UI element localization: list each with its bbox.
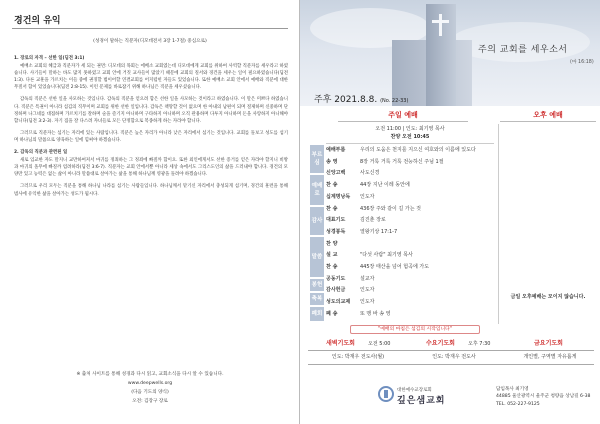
- worship-item-value: 인도자: [360, 287, 375, 294]
- section-band: 감사: [310, 207, 324, 235]
- service-time: 오전 11:00 | 인도: 최기영 목사: [375, 126, 445, 132]
- divider: [308, 364, 594, 365]
- section-heading-1: 1. 장로의 자격 – 선한 일(딤전 3:1): [14, 56, 85, 61]
- worship-item-value: "다섯 사람" 최기영 목사: [360, 252, 413, 259]
- section-band: 부르심: [310, 145, 324, 173]
- bulletin-date: [314, 92, 408, 105]
- worship-item-label: 송 영: [326, 158, 338, 165]
- section-heading-2: 2. 감독의 직분과 관련된 일: [14, 150, 68, 156]
- denomination: 대한예수교장로회: [397, 388, 432, 393]
- source-url[interactable]: www.deepwells.org: [127, 381, 173, 386]
- divider: [326, 143, 494, 144]
- date-text: 주후 2021.8.8.: [314, 95, 378, 105]
- worship-item-label: 성경봉독: [326, 228, 346, 235]
- wednesday-prayer-heading: 수요기도회: [426, 340, 455, 347]
- source-note: ※ 출처 사이트를 통해 성경과 다시 읽고, 교회소식을 다시 알 수 있습니다.: [76, 372, 224, 377]
- motto-reference: (마 16:18): [570, 60, 594, 65]
- afternoon-service-heading: 오후 예배: [500, 108, 596, 122]
- worship-item-value: 인도자: [360, 299, 375, 306]
- worship-item-value: 사도신경: [360, 170, 380, 177]
- dawn-prayer-time: 오전 5:00: [368, 341, 391, 347]
- worship-item-value: 44장 지난 이레 동안에: [360, 182, 410, 189]
- wednesday-prayer-time: 오후 7:30: [468, 341, 491, 347]
- title-divider: [12, 28, 288, 29]
- issue-number: (No. 22-33): [380, 98, 409, 104]
- dawn-prayer-heading: 새벽기도회: [326, 340, 355, 347]
- morning-service-heading: 주일 예배: [338, 108, 468, 122]
- worship-item-value: 또 맹 바 송 영: [360, 310, 391, 317]
- page-title: 경건의 유익: [14, 16, 61, 26]
- column-divider: [498, 124, 499, 324]
- worship-item-label: 신앙고백: [326, 170, 346, 177]
- worship-item-label: 찬 송: [326, 182, 338, 189]
- church-address: 44885 울산광역시 울주군 청량읍 상남길 6-38: [496, 394, 591, 400]
- hero-banner: [300, 0, 600, 106]
- worship-item-label: 공동기도: [326, 275, 346, 282]
- worship-item-value: 8장 거룩 거룩 거룩 전능하신 주님 1절: [360, 158, 444, 165]
- paragraph-1: 예배소 교회의 혜급과 직분자가 세 되는 권면: 디모데의 목회는 에베소 교회였는데 디모데에게 교회를 위하여 사역할 직분자를 세우라고 하였습니다. 사기들이 말하는 바도 많지 못하였고 교회 안에 거짓 교사들이 많았기 때문에 교회의 질서와 경건을 세우는 일이 필요하였습니다(딤전 1:3). 다른 교훈을 가르치는 이들 중에 권징할 범이어할 연결교회를 어지럽힌 자들도 있었습니다. 또한 예배소 교회 안에서 예배와 직분에 대한 무질서 함이 있었습니다(딤전 2:8-15). 이런 문제를 바로잡기 위해 하나님은 직분을 세우셨습니다.: [14, 64, 288, 91]
- dawn-prayer-leader: 인도: 박재우 전도사(월): [331, 354, 385, 360]
- afternoon-notice: 금일 오후예배는 모이지 않습니다.: [510, 294, 586, 300]
- meditation-footer: [0, 370, 300, 406]
- worship-item-label: 예배부름: [326, 147, 346, 153]
- church-motto: 주의 교회를 세우소서: [478, 45, 568, 55]
- cross-icon: [439, 14, 442, 36]
- footer-name: 오전: 김장구 장로: [132, 399, 168, 404]
- worship-item-label: 찬 양: [326, 240, 338, 247]
- section-band: 예배로: [310, 175, 324, 205]
- worship-item-value: 인도자: [360, 193, 375, 200]
- church-logo-icon: [378, 386, 394, 402]
- worship-item-value: 445장 태산을 넘어 험곡에 가도: [360, 264, 430, 270]
- worship-item-label: 대표기도: [326, 217, 346, 224]
- weekly-meetings: [300, 338, 600, 378]
- church-name: 깊은샘교회: [397, 396, 446, 406]
- bulletin-panel: [300, 0, 600, 424]
- worship-item-value: 436장 주와 같이 길 가는 것: [360, 205, 421, 212]
- worship-item-label: 감사헌금: [326, 287, 346, 294]
- worship-item-value: 설교자: [360, 275, 375, 282]
- wednesday-prayer-leader: 인도: 박재우 전도사: [432, 354, 476, 360]
- paragraph-3: 그러므로 직분자는 섬기는 자리에 있는 사람입니다. 직분은 높은 자리가 아니라 낮은 자리에서 섬기는 것입니다. 교회를 돌보고 성도를 섬기며 하나님의 말씀으로 양육하는 일에 힘써야 하겠습니다.: [14, 130, 288, 143]
- worship-order: [300, 108, 600, 340]
- praise-time: 찬양 오전 10:45: [390, 134, 430, 140]
- church-contact: [300, 380, 600, 424]
- pastor-name: 담임목사 최기영: [496, 387, 529, 392]
- worship-item-value: 김진춘 장로: [360, 217, 386, 224]
- worship-item-label: 찬 송: [326, 205, 338, 212]
- contact-info: [496, 386, 590, 408]
- closing-verse: "예배의 마침은 섬김의 시작입니다": [350, 325, 480, 334]
- paragraph-4: 새로 입교한 자도 말지니 교만하여져서 마귀를 정죄하는 그 정죄에 빠질까 함이요. 또한 외인에게서도 선한 증거를 얻은 자라야 할지니 비방과 마귀의 올무에 빠질까 염려하라(딤전 3:6-7). 직분자는 교회 안에서뿐 아니라 세상 속에서도 그리스도인의 삶을 드러내야 합니다. 경건의 모양만 있고 능력은 없는 삶이 아니라 말씀대로 살아가는 삶을 통해 하나님께 영광을 돌려야 하겠습니다.: [14, 158, 288, 178]
- section-band: 폐회: [310, 307, 324, 321]
- worship-item-label: 성도의교제: [326, 299, 351, 306]
- paragraph-5: 그러므로 우리 모두는 직분을 통해 하나님 나라를 섬기는 사람들입니다. 하나님께서 맡기신 자리에서 충성되게 섬기며, 경건의 훈련을 통해 범사에 유익한 삶을 살아가는 성도가 됩시다.: [14, 184, 288, 197]
- worship-item-label: 폐 송: [326, 310, 338, 317]
- worship-item-label: 설 교: [326, 252, 338, 259]
- section-band: 봉헌: [310, 279, 324, 291]
- worship-item-label: 찬 송: [326, 264, 338, 270]
- cross-icon-bar: [432, 20, 449, 23]
- worship-item-value: 열왕기상 17:1-7: [360, 228, 398, 235]
- scripture-reference: (성경이 말하는 직분자(디모데전서 3장 1-7절) 중심으로): [93, 39, 207, 44]
- church-phone: TEL. 052-227-9125: [496, 401, 540, 407]
- paragraph-2: 감독의 직분은 선한 일을 사모하는 것입니다. 감독의 직분을 얻으려 함은 선한 일을 사모하는 것이라고 하였습니다. 이 말은 미쁘다 하였습니다. 직분은 특권이 아니라 섬김의 직무이며 교회를 위한 선한 일입니다. 감독은 책망할 것이 없으며 한 아내의 남편이 되며 절제하며 신중하며 단정하며 나그네를 대접하며 가르치기를 잘하며 술을 즐기지 아니하며 구타하지 아니하며 오직 관용하며 다투지 아니하며 돈을 사랑하지 아니해야 합니다(딤전 3:2-3). 자기 집을 잘 다스려 자녀들로 모든 단정함으로 복종하게 하는 자라야 합니다.: [14, 97, 288, 124]
- footer-next: (다음 기도의 양식): [131, 390, 169, 395]
- friday-prayer-note: 개인별, 구역별 자유롭게: [523, 354, 577, 360]
- section-band: 말씀: [310, 237, 324, 277]
- divider: [308, 350, 594, 351]
- meditation-body: [14, 55, 288, 203]
- worship-item-value: 우리의 도움은 천지를 지으신 여호와의 이름에 있도다: [360, 147, 476, 153]
- friday-prayer-heading: 금요기도회: [534, 340, 563, 347]
- section-band: 축복: [310, 293, 324, 305]
- worship-item-label: 십계명낭독: [326, 193, 351, 200]
